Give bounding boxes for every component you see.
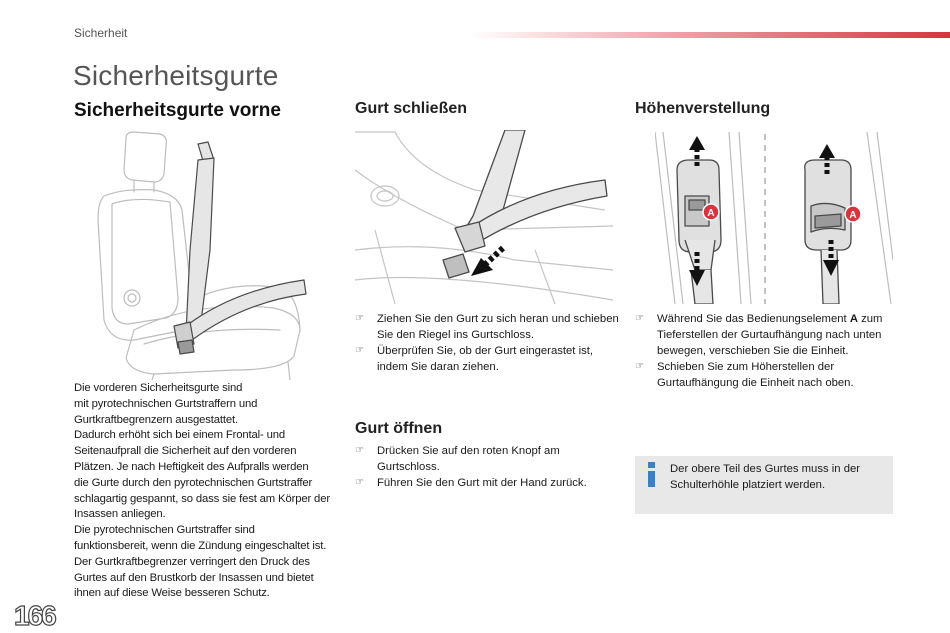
text-line: schlagartig gespannt, so dass sie fest am Körper der bbox=[74, 492, 330, 505]
list-item-text: Überprüfen Sie, ob der Gurt eingerastet ist, indem Sie daran ziehen. bbox=[377, 345, 594, 373]
text-line: die Gurte durch den pyrotechnischen Gurtstraffer bbox=[74, 476, 313, 489]
text-line: Dadurch erhöht sich bei einem Frontal- und bbox=[74, 429, 285, 442]
close-steps-list bbox=[355, 311, 625, 375]
open-steps-list bbox=[355, 443, 625, 491]
text-line: Die vorderen Sicherheitsgurte sind bbox=[74, 382, 243, 394]
pointing-hand-icon: ☞ bbox=[355, 345, 364, 356]
info-note-text: Der obere Teil des Gurtes muss in der Schulterhöhle platziert werden. bbox=[670, 463, 861, 491]
text-line: Insassen anliegen. bbox=[74, 508, 166, 521]
section-label: Sicherheit bbox=[74, 26, 128, 40]
control-label-a: A bbox=[849, 313, 858, 325]
pointing-hand-icon: ☞ bbox=[355, 477, 364, 488]
text-line: Gurtkraftbegrenzern ausgestattet. bbox=[74, 413, 238, 426]
list-item bbox=[355, 343, 625, 375]
pointing-hand-icon: ☞ bbox=[355, 445, 364, 456]
label-a-left: A bbox=[707, 208, 715, 219]
heading-front-belts: Sicherheitsgurte vorne bbox=[74, 100, 281, 121]
text-line: ihnen auf diese Weise besseren Schutz. bbox=[74, 587, 270, 600]
text-line: Der Gurtkraftbegrenzer verringert den Druck des bbox=[74, 555, 310, 568]
header-accent-bar bbox=[470, 32, 950, 38]
height-adjustment-illustration bbox=[655, 130, 893, 304]
list-item-text: Schieben Sie zum Höherstellen der Gurtaufhängung die Einheit nach oben. bbox=[657, 361, 854, 389]
buckle-closing-illustration bbox=[355, 130, 613, 304]
text-line: Gurtes auf den Brustkorb der Insassen und bietet bbox=[74, 571, 314, 584]
page-title: Sicherheitsgurte bbox=[73, 60, 279, 91]
list-item bbox=[355, 443, 625, 475]
heading-height-adjustment: Höhenverstellung bbox=[635, 100, 771, 117]
list-item bbox=[355, 311, 625, 343]
label-a-right: A bbox=[849, 210, 857, 221]
heading-close-belt: Gurt schließen bbox=[355, 100, 468, 117]
list-item bbox=[355, 475, 625, 491]
front-belts-description bbox=[74, 381, 336, 602]
list-item-text: Ziehen Sie den Gurt zu sich heran und schieben Sie den Riegel ins Gurtschloss. bbox=[377, 313, 619, 341]
text-line: mit pyrotechnischen Gurtstraffern und bbox=[74, 397, 258, 410]
heading-open-belt: Gurt öffnen bbox=[355, 420, 443, 437]
text-line: Seitenaufprall die Sicherheit auf den vorderen bbox=[74, 445, 297, 458]
text-line: funktionsbereit, wenn die Zündung eingeschaltet ist. bbox=[74, 539, 327, 552]
pointing-hand-icon: ☞ bbox=[635, 313, 644, 324]
text-line: Plätzen. Je nach Heftigkeit des Aufpralls werden bbox=[74, 460, 309, 473]
seat-belt-illustration bbox=[74, 130, 334, 380]
list-item-text: Führen Sie den Gurt mit der Hand zurück. bbox=[377, 477, 587, 489]
list-item-text: zum Tieferstellen der Gurtaufhängung nach unten bewegen, verschieben Sie die Einheit. bbox=[657, 313, 883, 357]
info-icon bbox=[645, 462, 657, 488]
list-item-text: Während Sie das Bedienungselement bbox=[657, 313, 850, 325]
text-line: Die pyrotechnischen Gurtstraffer sind bbox=[74, 524, 255, 537]
height-steps-list bbox=[635, 311, 905, 391]
pointing-hand-icon: ☞ bbox=[355, 313, 364, 324]
page-number: 166 bbox=[14, 600, 55, 631]
info-note-box bbox=[635, 456, 893, 514]
list-item bbox=[635, 359, 905, 391]
pointing-hand-icon: ☞ bbox=[635, 361, 644, 372]
list-item bbox=[635, 311, 905, 359]
list-item-text: Drücken Sie auf den roten Knopf am Gurtschloss. bbox=[377, 445, 560, 473]
